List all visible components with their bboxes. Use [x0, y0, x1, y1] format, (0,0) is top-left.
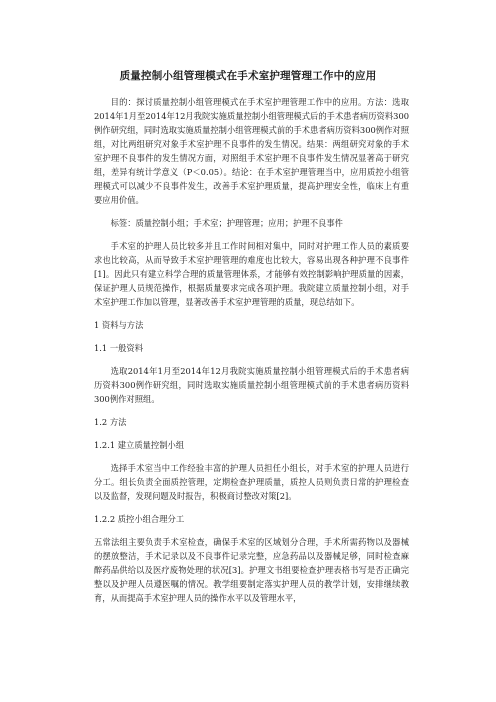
abstract-paragraph: 目的：探讨质量控制小组管理模式在手术室护理管理工作中的应用。方法：选取2014年1月至2014年12月我院实施质量控制小组管理模式后的手术患者病历资料300例作研究组，同时选取实施质量控制小组管理模式前的手术患者病历资料300例作对照组，对比两组研究对象手术室护理不良事件的发生情况。结果：两组研究对象的手术室护理不良事件的发生情况方面，对照组手术室护理不良事件发生情况显著高于研究组，差异有统计学意义（P＜0.05）。结论：在手术室护理管理当中，应用质控小组管理模式可以减少不良事件发生，改善手术室护理质量，提高护理安全性，临床上有重要应用价值。 [94, 97, 409, 205]
section-heading-1-2: 1.2 方法 [94, 417, 127, 427]
method-paragraph-1: 选择手术室当中工作经验丰富的护理人员担任小组长，对手术室的护理人员进行分工。组长负责全面质控管理，定期检查护理质量，质控人员则负责日常的护理检查以及监督，发现问题及时报告，积极商讨整改对策[2]。 [94, 463, 409, 501]
general-info-paragraph: 选取2014年1月至2014年12月我院实施质量控制小组管理模式后的手术患者病历资料300例作研究组，同时选取实施质量控制小组管理模式前的手术患者病历资料300例作对照组。 [94, 366, 409, 404]
method-paragraph-2: 五常法组主要负责手术室检查，确保手术室的区域划分合理，手术所需药物以及器械的摆放整洁，手术记录以及不良事件记录完整，应急药品以及器械足够，同时检查麻醉药品供给以及医疗废物处理的状况[3]。护理文书组要检查护理表格书写是否正确完整以及护理人员遵医嘱的情况。教学组要制定落实护理人员的教学计划，安排继续教育，从而提高手术室护理人员的操作水平以及管理水平， [94, 537, 409, 603]
document-body [94, 95, 409, 614]
section-heading-1: 1 资料与方法 [94, 320, 144, 330]
section-heading-1-1: 1.1 一般资料 [94, 343, 144, 353]
section-heading-1-2-1: 1.2.1 建立质量控制小组 [94, 440, 185, 450]
intro-paragraph: 手术室的护理人员比较多并且工作时间相对集中，同时对护理工作人员的素质要求也比较高，从而导致手术室护理管理的难度也比较大，容易出现各种护理不良事件[1]。因此只有建立科学合理的质量管理体系，才能够有效控制影响护理质量的因素，保证护理人员规范操作，根据质量要求完成各项护理。我院建立质量控制小组，对手术室护理工作加以管理，显著改善手术室护理管理的质量，现总结如下。 [94, 241, 409, 307]
section-heading-1-2-2: 1.2.2 质控小组合理分工 [94, 514, 185, 524]
keywords-line: 标签：质量控制小组；手术室；护理管理；应用；护理不良事件 [110, 218, 343, 228]
paper-title: 质量控制小组管理模式在手术室护理管理工作中的应用 [119, 70, 377, 82]
